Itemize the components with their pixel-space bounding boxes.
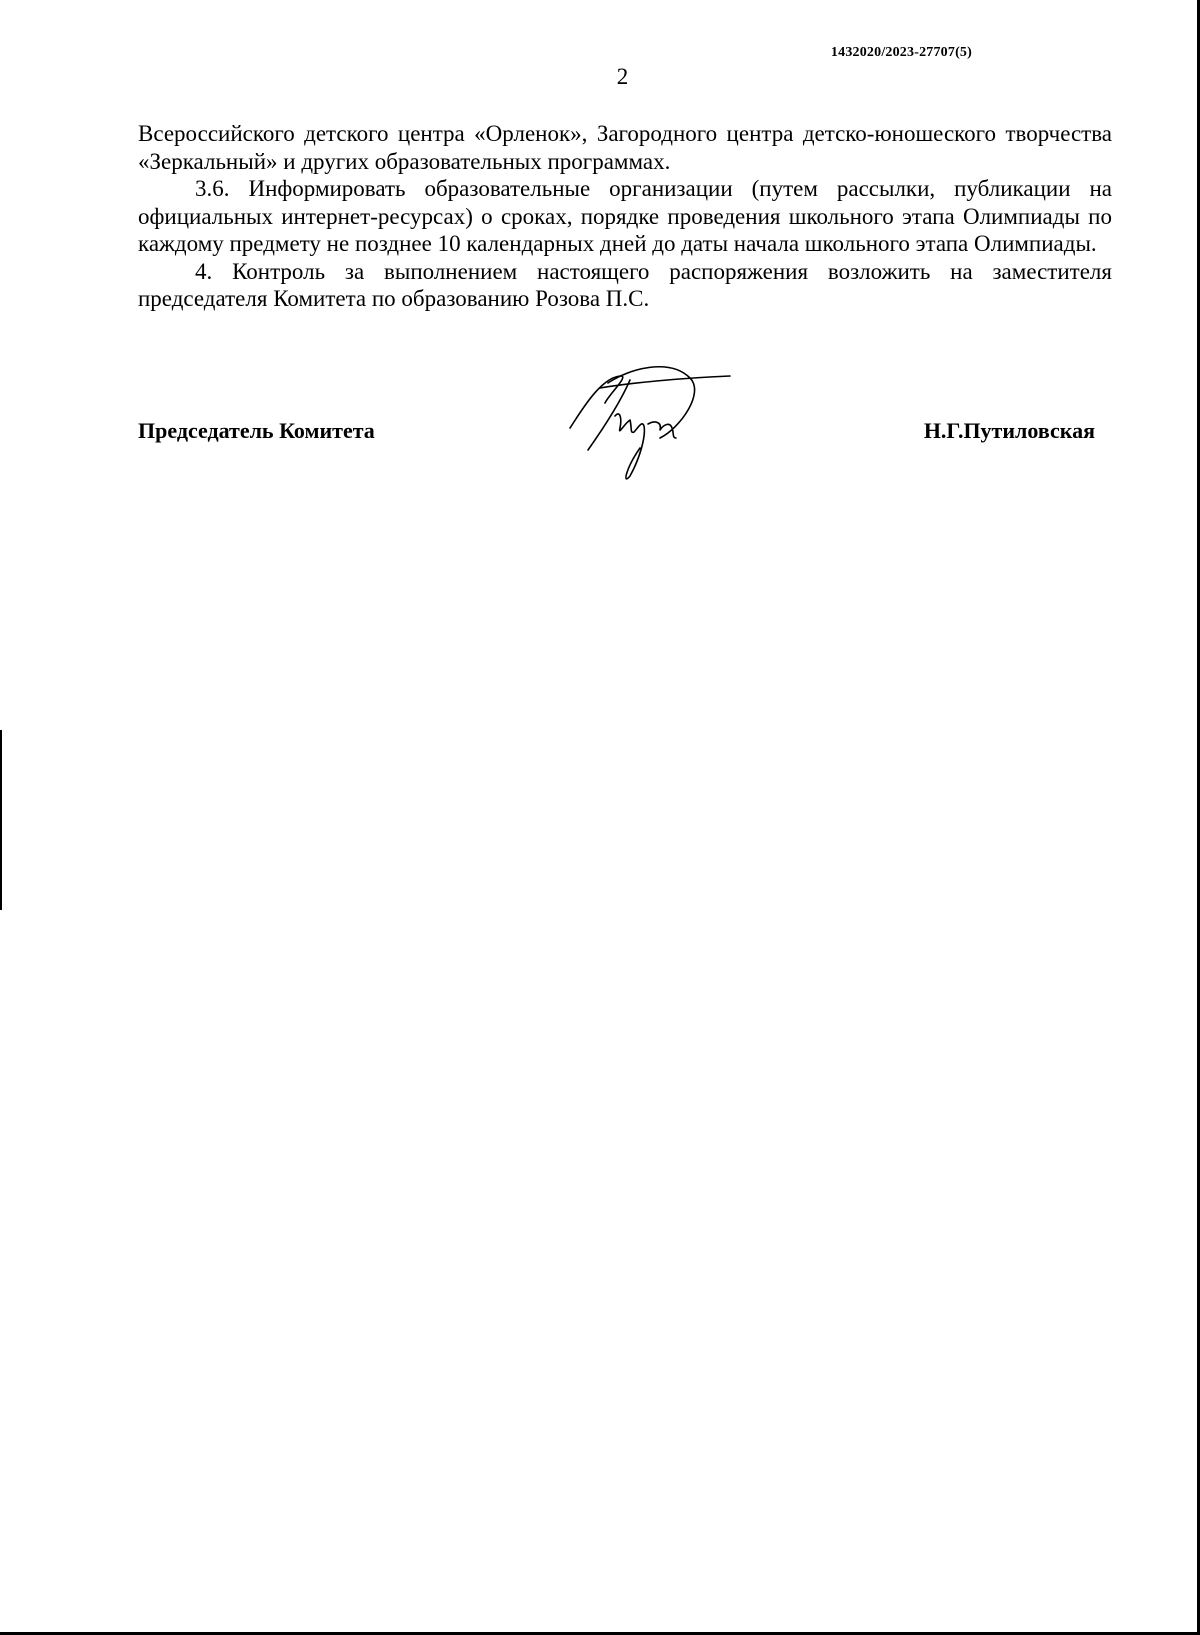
- document-number: 1432020/2023-27707(5): [830, 45, 972, 60]
- document-body: [138, 120, 1112, 313]
- signer-title: Председатель Комитета: [138, 418, 375, 443]
- paragraph-3-6: 3.6. Информировать образовательные организации (путем рассылки, публикации на официальных интернет-ресурсах) о сроках, порядке проведения школьного этапа Олимпиады по каждому предмету не позднее 10 календарных дней до даты начала школьного этапа Олимпиады.: [138, 176, 1112, 256]
- scan-edge-left: [0, 730, 2, 910]
- signature-row: [0, 418, 1200, 448]
- page-number: 2: [616, 64, 629, 89]
- paragraph-4: 4. Контроль за выполнением настоящего распоряжения возложить на заместителя председателя Комитета по образованию Розова П.С.: [138, 258, 1112, 311]
- signer-name: Н.Г.Путиловская: [923, 418, 1095, 443]
- paragraph-continuation: Всероссийского детского центра «Орленок», Загородного центра детско-юношеского творчества «Зеркальный» и других образовательных программах.: [138, 121, 1112, 174]
